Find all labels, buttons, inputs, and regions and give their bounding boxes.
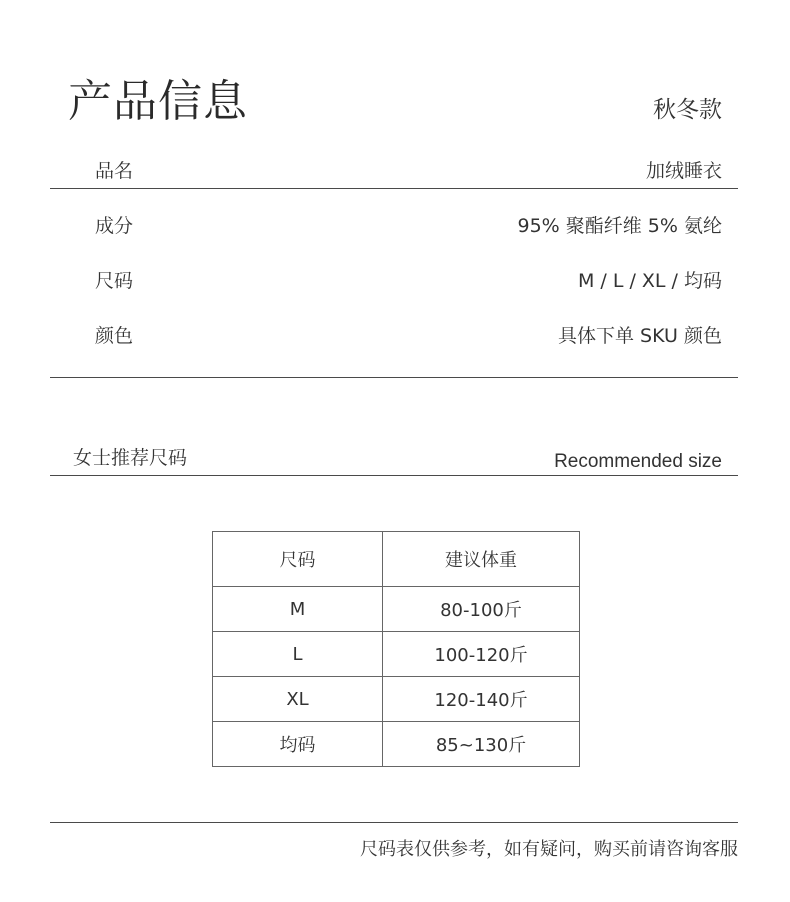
table-cell-size: XL (213, 677, 383, 722)
row-value-name: 加绒睡衣 (645, 160, 722, 182)
table-header-size: 尺码 (213, 532, 383, 587)
table-cell-weight: 120-140斤 (383, 677, 580, 722)
size-table (212, 531, 580, 767)
footer-note: 尺码表仅供参考，如有疑问，购买前请咨询客服 (360, 839, 738, 860)
size-section-title-cn: 女士推荐尺码 (73, 447, 188, 469)
divider-info-bottom (50, 377, 738, 378)
table-row (213, 587, 580, 632)
row-value-size: M / L / XL / 均码 (577, 270, 722, 292)
table-cell-size: 均码 (213, 722, 383, 767)
divider-footer (50, 822, 738, 823)
row-label-name: 品名 (95, 160, 134, 182)
row-value-material: 95% 聚酯纤维 5% 氨纶 (517, 215, 722, 237)
table-header-row (213, 532, 580, 587)
size-section-title-en: Recommended size (554, 451, 722, 472)
divider-top (50, 188, 738, 189)
row-value-color: 具体下单 SKU 颜色 (558, 325, 722, 347)
table-header-weight: 建议体重 (383, 532, 580, 587)
table-cell-weight: 80-100斤 (383, 587, 580, 632)
divider-size-section (50, 475, 738, 476)
table-cell-weight: 100-120斤 (383, 632, 580, 677)
table-row (213, 677, 580, 722)
table-row (213, 632, 580, 677)
table-cell-size: M (213, 587, 383, 632)
table-cell-weight: 85~130斤 (383, 722, 580, 767)
table-row (213, 722, 580, 767)
table-cell-size: L (213, 632, 383, 677)
row-label-size: 尺码 (95, 270, 134, 292)
page-title: 产品信息 (68, 76, 248, 127)
row-label-color: 颜色 (95, 325, 134, 347)
row-label-material: 成分 (95, 215, 134, 237)
season-label: 秋冬款 (653, 97, 722, 123)
